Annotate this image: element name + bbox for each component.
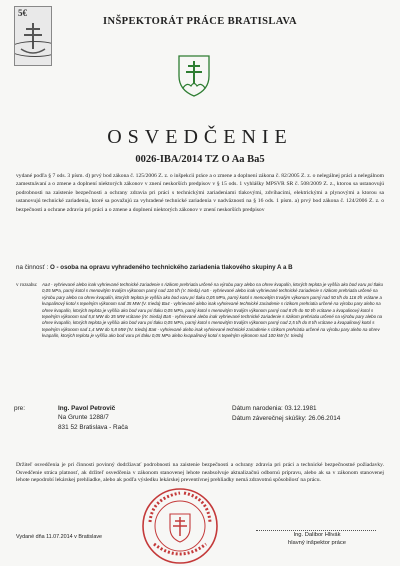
legal-basis-paragraph: vydané podľa § 7 ods. 3 písm. d) prvý bod zákona č. 125/2006 Z. z. o inšpekcii práce a o zmene a doplnení zákona č. 82/2005 Z. z. o nelegálnej práci a nelegálnom zamestnávaní a o zmene a doplnení niektorých zákonov v znení neskorších predpisov v § 15 ods. 1 vyhlášky MPSVR SR č. 508/2009 Z. z., ktorou sa ustanovujú podrobnosti na zaistenie bezpečnosti a ochrany zdravia pri práci s technickými zariadeniami tlakovými, zdvíhacími, elektrickými a plynovými a ktorou sa ustanovujú technické zariadenia, ktoré sa považujú za vyhradené technické zariadenia v nadväznosti na § 16 ods. 1 písm. a) prvý bod zákona č. 124/2006 Z. z. o bezpečnosti a ochrane zdravia pri práci a o zmene a doplnení niektorých zákonov v znení neskorších predpisov xyxy=(16,173,384,213)
exam-date-label: Dátum záverečnej skúšky: xyxy=(232,414,307,422)
issue-date-place: Vydané dňa 11.07.2014 v Bratislave xyxy=(16,534,103,540)
scope-text: Aa4 - vyhrievané alebo inak vyhrievané technické zariadenie s rizikom prehriatia určené na výrobu pary alebo na ohrev kvapalín, ktorých teplota je vyššia ako bod varu pri tlaku 0,05 MPa, parný kotol s menovitým trvalým výkonom parný nad 116 t/h (V. trieda) Aa5 - vyhrievané alebo inak vyhrievané technické zariadenie s rizikom prehriatia určené na výrobu pary alebo na ohrev kvapalín, ktorých teplota je vyššia ako bod varu pri tlaku 0,05 MPa, parný kotol s menovitým trvalým výkonom parný nad 50 t/h do 116 t/h vrátane a kvapalinový kotol s tepelným výkonom nad 35 MW (V. trieda) Ba4 - vyhrievané alebo inak vyhrievané technické zariadenie s rizikom prehriatia určené na výrobu pary alebo na ohrev kvapalín, ktorých teplota je vyššia ako bod varu pri tlaku 0,05 MPa, parný kotol s menovitým trvalým výkonom parný nad 8 t/h do 50 t/h vrátane a kvapalinový kotol s tepelným výkonom nad 5,8 MW do 35 MW vrátane (IV. trieda) Ba5 - vyhrievané alebo inak vyhrievané technické zariadenie s rizikom prehriatia určené na výrobu pary alebo na ohrev kvapalín, ktorých teplota je vyššia ako bod varu pri tlaku 0,05 MPa, parný kotol s menovitým trvalým výkonom parný nad 2,5 t/h do 8 t/h vrátane a kvapalinový kotol s tepelným výkonom nad 1,4 MW do 5,8 MW (IV. trieda) Ba6 - vyhrievané alebo inak vyhrievané technické zariadenie s rizikom prehriatia určené na výrobu pary alebo na ohrev kvapalín, ktorých teplota je vyššia ako bod varu pri tlaku 0,05 MPa alebo kvapalinový kotol s tepelným výkonom nad 100 kW (V. trieda) xyxy=(42,282,383,339)
fee-stamp-value: 5€ xyxy=(18,8,27,18)
dates-block xyxy=(232,404,392,424)
exam-date-value: 26.06.2014 xyxy=(308,414,341,422)
signatory xyxy=(252,531,382,547)
cancellation-mark xyxy=(14,41,52,57)
institution-name: INŠPEKTORÁT PRÁCE BRATISLAVA xyxy=(102,16,298,27)
official-round-stamp xyxy=(140,486,220,566)
birth-date-value: 03.12.1981 xyxy=(284,405,317,412)
scope-label: v rozsahu: xyxy=(16,282,38,288)
holder-street: Na Grunte 1288/7 xyxy=(58,414,109,422)
holder-name: Ing. Pavol Petrovič xyxy=(58,405,116,412)
holder-label: pre: xyxy=(14,405,26,412)
birth-date-label: Dátum narodenia: xyxy=(232,405,283,412)
signatory-name: Ing. Dalibor Hlivák xyxy=(293,532,341,538)
coat-of-arms-icon xyxy=(176,54,212,98)
document-title: OSVEDČENIE xyxy=(107,126,293,148)
activity-line xyxy=(16,264,384,271)
activity-label: na činnosť : xyxy=(16,264,49,271)
fee-stamp xyxy=(14,6,52,66)
activity-value: O - osoba na opravu vyhradeného technického zariadenia tlakového skupiny A a B xyxy=(49,264,293,271)
holder-city: 831 52 Bratislava - Rača xyxy=(58,423,128,431)
signatory-role: hlavný inšpektor práce xyxy=(288,540,346,546)
holder-obligations-paragraph: Držiteľ osvedčenia je pri činnosti povinný dodržiavať podrobnosti na zaistenie bezpečnosti a ochrany zdravia pri práci a technické bezpečnostné požiadavky. Osvedčenie stráca platnosť, ak držiteľ osvedčenia v zákonom stanovenej lehote neabsolvuje aktualizačnú odbornú prípravu, alebo ak sa v zákonom stanovenej lehote nepodrobí lekárskej prehliadke, alebo ak podľa výsledku lekárskej preventívnej prehliadky nemá zdravotnú spôsobilosť na prácu. xyxy=(16,462,384,484)
certificate-holder xyxy=(14,404,214,432)
certificate-number: 0026-IBA/2014 TZ O Aa Ba5 xyxy=(135,154,265,165)
